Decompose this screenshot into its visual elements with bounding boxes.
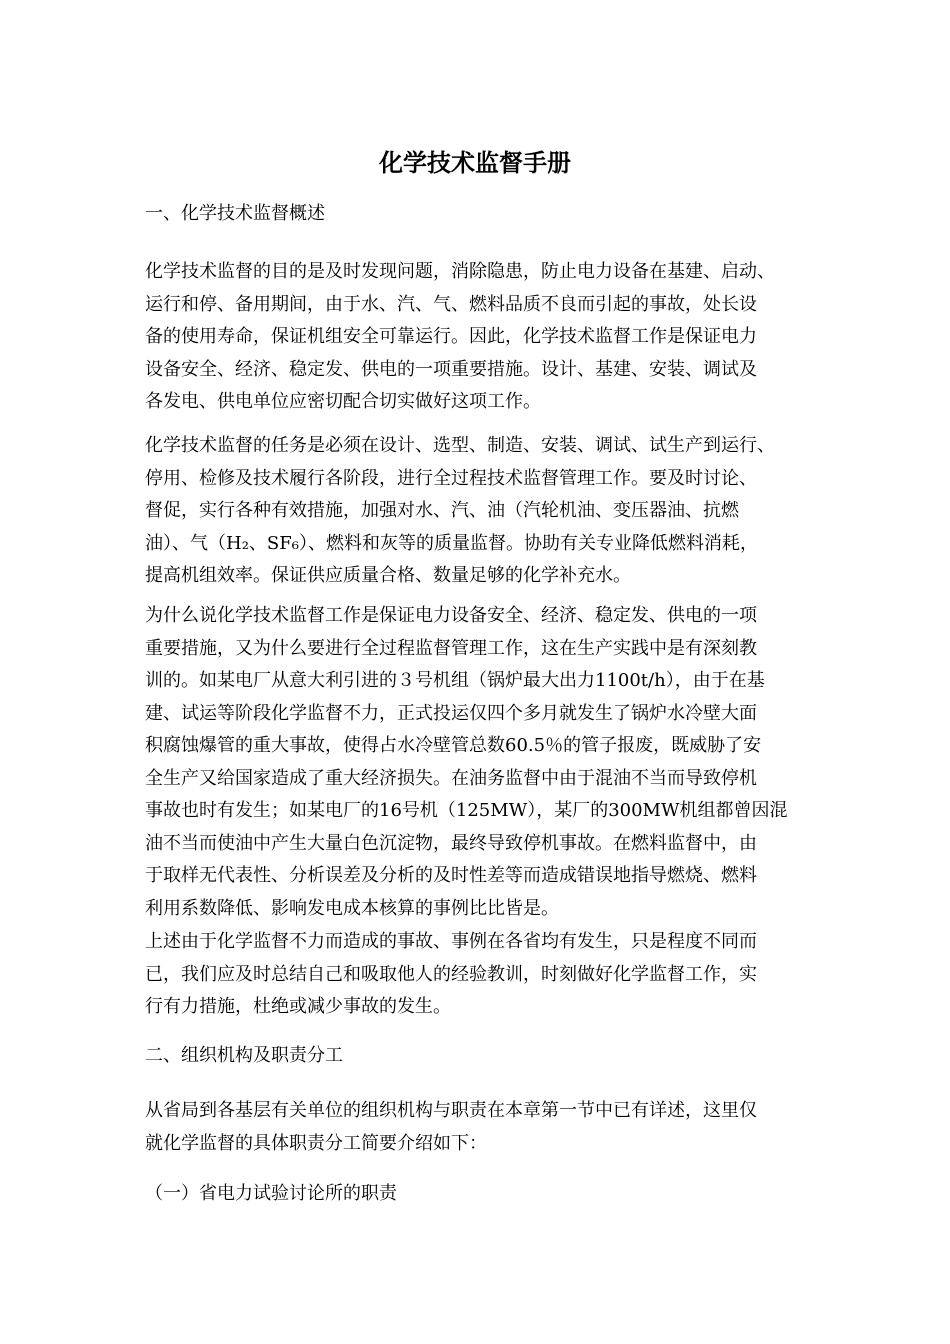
- text-line: 各发电、供电单位应密切配合切实做好这项工作。: [145, 391, 541, 412]
- text-line: 训的。如某电厂从意大利引进的３号机组（锅炉最大出力1100t/h），由于在基: [145, 670, 765, 691]
- text-line: 已，我们应及时总结自己和吸取他人的经验教训，时刻做好化学监督工作，实: [145, 963, 757, 985]
- text-line: 设备安全、经济、稳定发、供电的一项重要措施。设计、基建、安装、调试及: [145, 358, 757, 380]
- text-line: 从省局到各基层有关单位的组织机构与职责在本章第一节中已有详述，这里仅: [145, 1100, 757, 1121]
- text-line: 事故也时有发生；如某电厂的16号机（125MW），某厂的300MW机组都曾因混: [145, 800, 788, 821]
- text-line: 化学技术监督的目的是及时发现问题，消除隐患，防止电力设备在基建、启动、: [145, 261, 775, 282]
- text-line: 运行和停、备用期间，由于水、汽、气、燃料品质不良而引起的事故，处长设: [145, 293, 757, 315]
- text-line: 油）、气（H₂、SF₆）、燃料和灰等的质量监督。协助有关专业降低燃料消耗，: [145, 532, 758, 554]
- text-line: 备的使用寿命，保证机组安全可靠运行。因此，化学技术监督工作是保证电力: [145, 326, 757, 347]
- text-line: 重要措施，又为什么要进行全过程监督管理工作，这在生产实践中是有深刻教: [145, 637, 757, 659]
- subsection-heading-institute: （一）省电力试验讨论所的职责: [145, 1183, 397, 1204]
- text-line: 建、试运等阶段化学监督不力，正式投运仅四个多月就发生了锅炉水冷壁大面: [145, 702, 757, 724]
- paragraph-importance: [145, 600, 815, 925]
- text-line: 行有力措施，杜绝或减少事故的发生。: [145, 996, 451, 1017]
- text-line: 化学技术监督的任务是必须在设计、选型、制造、安装、调试、试生产到运行、: [145, 435, 775, 456]
- text-line: 提高机组效率。保证供应质量合格、数量足够的化学补充水。: [145, 565, 631, 586]
- text-line: 于取样无代表性、分析误差及分析的及时性差等而造成错误地指导燃烧、燃料: [145, 865, 757, 886]
- document-title: 化学技术监督手册: [379, 149, 571, 177]
- text-line: 督促，实行各种有效措施，加强对水、汽、油（汽轮机油、变压器油、抗燃: [145, 500, 739, 521]
- section-heading-organization: 二、组织机构及职责分工: [145, 1045, 343, 1066]
- paragraph-tasks: [145, 430, 815, 593]
- text-line: 积腐蚀爆管的重大事故，使得占水冷壁管总数60.5％的管子报废，既威胁了安: [145, 735, 762, 756]
- text-line: 油不当而使油中产生大量白色沉淀物，最终导致停机事故。在燃料监督中，由: [145, 832, 757, 854]
- text-line: 为什么说化学技术监督工作是保证电力设备安全、经济、稳定发、供电的一项: [145, 605, 757, 626]
- text-line: 全生产又给国家造成了重大经济损失。在油务监督中由于混油不当而导致停机: [145, 767, 757, 789]
- text-line: 就化学监督的具体职责分工简要介绍如下：: [145, 1132, 487, 1154]
- paragraph-purpose: [145, 256, 815, 419]
- text-line: 利用系数降低、影响发电成本核算的事例比比皆是。: [145, 897, 559, 919]
- paragraph-organization: [145, 1095, 815, 1160]
- text-line: 上述由于化学监督不力而造成的事故、事例在各省均有发生，只是程度不同而: [145, 931, 757, 952]
- section-heading-overview: 一、化学技术监督概述: [145, 203, 325, 224]
- paragraph-conclusion: [145, 926, 815, 1024]
- text-line: 停用、检修及技术履行各阶段，进行全过程技术监督管理工作。要及时讨论、: [145, 467, 757, 489]
